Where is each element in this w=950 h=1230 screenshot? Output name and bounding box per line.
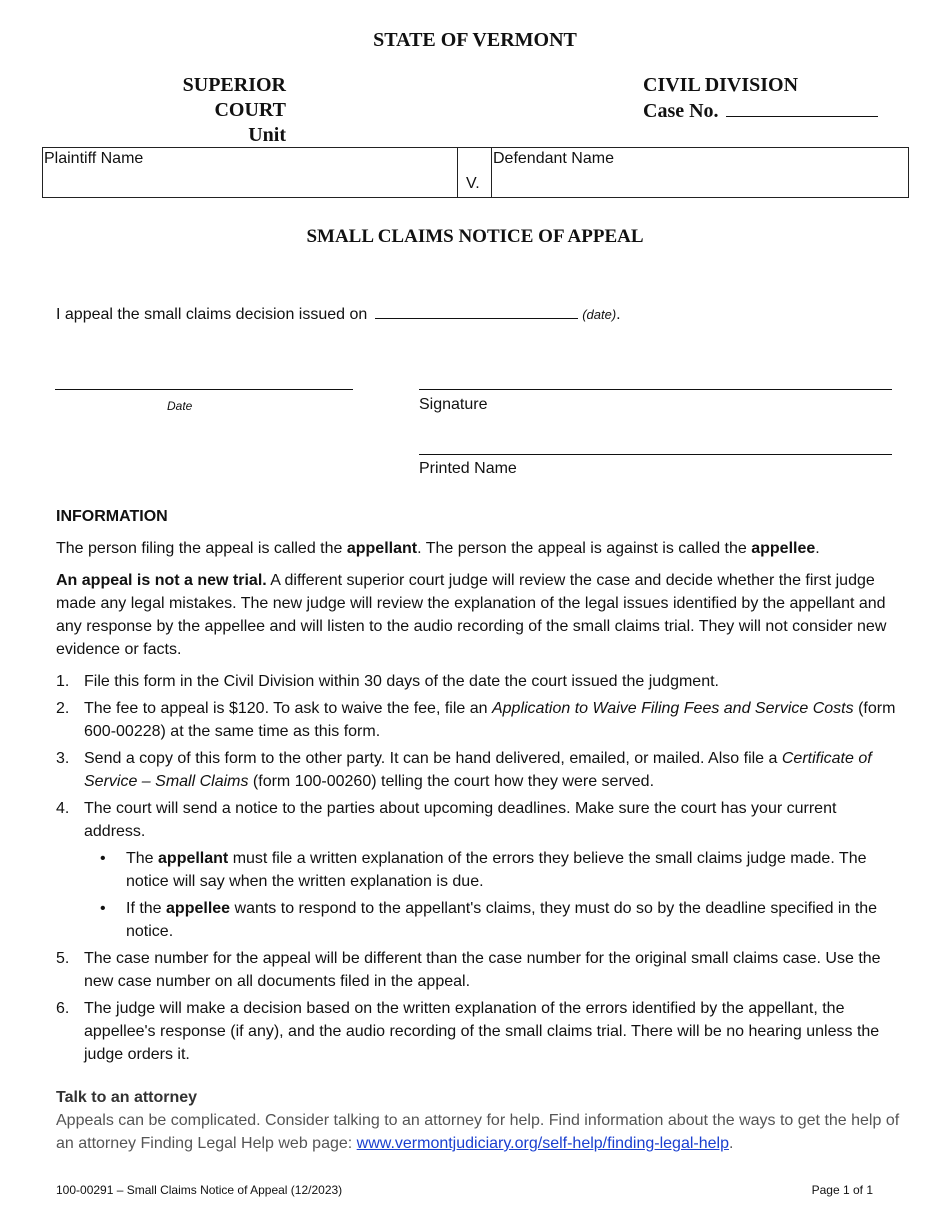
item-text: must file a written explanation of the errors they believe the small claims judge made. The notice will say when the written explanation is due. xyxy=(126,850,867,890)
case-caption xyxy=(42,147,909,198)
text: The person filing the appeal is called the xyxy=(56,540,347,557)
item-text: wants to respond to the appellant's claims, they must do so by the deadline specified in the notice. xyxy=(126,900,878,940)
list-item xyxy=(56,697,896,743)
decision-date-field[interactable] xyxy=(375,304,578,319)
appellant-definition xyxy=(56,537,896,560)
plaintiff-label: Plaintiff Name xyxy=(44,150,144,167)
bold-lead: An appeal is not a new trial. xyxy=(56,572,267,589)
item-text: The judge will make a decision based on the written explanation of the errors identified by the appellant, the appellee's response (if any), and the audio recording of the small claims trial. There will be no hearing unless the judge orders it. xyxy=(84,1000,880,1063)
footer-form-id: 100-00291 – Small Claims Notice of Appeal (12/2023) xyxy=(56,1183,343,1197)
division-name: CIVIL DIVISION xyxy=(643,74,799,96)
court-name: SUPERIOR COURT xyxy=(182,74,286,121)
date-field[interactable] xyxy=(55,372,353,390)
text: . The person the appeal is against is called the xyxy=(417,540,752,557)
case-number[interactable] xyxy=(643,98,878,124)
item-text: The fee to appeal is $120. To ask to waive the fee, file an xyxy=(84,700,492,717)
item-text: If the xyxy=(126,900,167,917)
attorney-heading: Talk to an attorney xyxy=(56,1089,198,1106)
instructions-list xyxy=(56,670,896,1066)
information-heading: INFORMATION xyxy=(56,508,168,525)
item-text: File this form in the Civil Division within 30 days of the date the court issued the judgment. xyxy=(84,673,719,690)
state-title: STATE OF VERMONT xyxy=(373,29,577,51)
item-number: 6. xyxy=(56,1000,70,1017)
item-text: The xyxy=(126,850,159,867)
term-appellee: appellee xyxy=(166,900,231,917)
item-number: 5. xyxy=(56,950,70,967)
printed-name-field[interactable] xyxy=(419,437,892,455)
date-label: Date xyxy=(167,399,193,413)
versus-label: V. xyxy=(466,175,480,192)
sub-list-item xyxy=(84,897,896,943)
list-item xyxy=(56,747,896,793)
sub-list xyxy=(84,847,896,943)
footer-page-number: Page 1 of 1 xyxy=(811,1183,873,1197)
not-new-trial-paragraph xyxy=(56,569,896,661)
item-text: (form 100-00260) telling the court how they were served. xyxy=(248,773,655,790)
attorney-section xyxy=(56,1086,906,1155)
signature-field[interactable] xyxy=(419,372,892,390)
item-text: Send a copy of this form to the other party. It can be hand delivered, emailed, or mailed. Also file a xyxy=(84,750,782,767)
court-unit: Unit xyxy=(248,124,286,146)
term-appellee: appellee xyxy=(751,540,816,557)
court-block xyxy=(108,73,286,148)
defendant-field[interactable] xyxy=(492,148,908,197)
appeal-statement-end: . xyxy=(616,306,621,323)
item-number: 3. xyxy=(56,750,70,767)
date-hint: (date) xyxy=(582,307,617,322)
printed-name-label: Printed Name xyxy=(419,460,517,477)
term-appellant: appellant xyxy=(346,540,418,557)
list-item xyxy=(56,670,896,693)
plaintiff-field[interactable] xyxy=(43,148,458,197)
information-section xyxy=(56,505,896,1070)
form-title-ref: Certificate of Service – Small Claims xyxy=(84,750,872,790)
bullet-icon: • xyxy=(100,850,106,867)
form-title: SMALL CLAIMS NOTICE OF APPEAL xyxy=(306,226,644,247)
versus-cell xyxy=(458,148,492,197)
bullet-icon: • xyxy=(100,900,106,917)
division-block xyxy=(643,73,878,124)
item-number: 2. xyxy=(56,700,70,717)
item-number: 1. xyxy=(56,673,70,690)
appeal-statement-text: I appeal the small claims decision issued on xyxy=(56,306,368,323)
item-text: The case number for the appeal will be different than the case number for the original small claims case. Use the new case number on all documents filed in the appeal. xyxy=(84,950,881,990)
text: . xyxy=(728,1135,734,1152)
list-item xyxy=(56,997,896,1066)
signature-label: Signature xyxy=(419,396,488,413)
text: A different superior court judge will review the case and decide whether the first judge made any legal mistakes. The new judge will review the explanation of the legal issues identified by the appellant and any response by the appellee and will listen to the audio recording of the small claims trial. They will not consider new evidence or facts. xyxy=(56,572,887,658)
case-number-field[interactable] xyxy=(726,98,878,117)
text: . xyxy=(815,540,820,557)
item-text: The court will send a notice to the parties about upcoming deadlines. Make sure the court has your current address. xyxy=(84,800,837,840)
legal-help-link[interactable]: www.vermontjudiciary.org/self-help/finding-legal-help xyxy=(356,1135,729,1152)
term-appellant: appellant xyxy=(158,850,229,867)
list-item xyxy=(56,947,896,993)
case-number-label: Case No. xyxy=(643,100,719,122)
form-title-ref: Application to Waive Filing Fees and Service Costs xyxy=(491,700,854,717)
attorney-text xyxy=(56,1109,906,1155)
item-text: (form 600-00228) at the same time as this form. xyxy=(84,700,896,740)
appeal-statement xyxy=(56,304,621,324)
list-item xyxy=(56,797,896,943)
text: Appeals can be complicated. Consider talking to an attorney for help. Find information about the ways to get the help of an attorney Finding Legal Help web page: xyxy=(56,1112,900,1152)
sub-list-item xyxy=(84,847,896,893)
item-number: 4. xyxy=(56,800,70,817)
defendant-label: Defendant Name xyxy=(493,150,614,167)
